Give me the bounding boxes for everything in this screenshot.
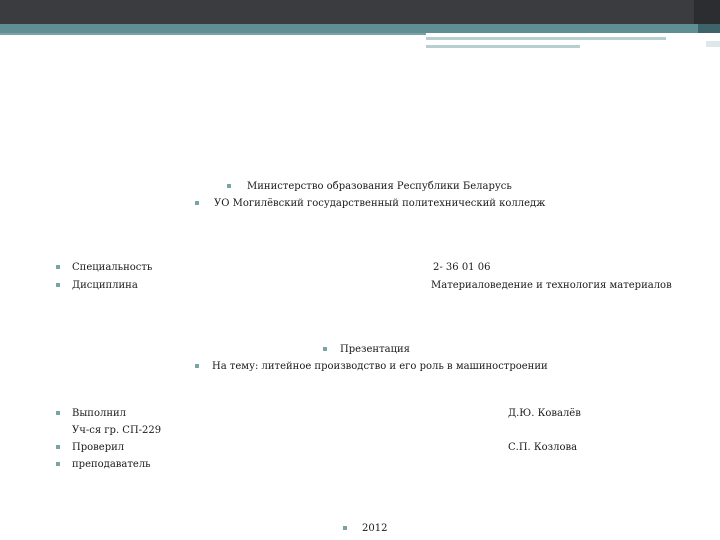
header-corner [694, 0, 720, 24]
presentation-word: Презентация [340, 344, 410, 355]
year-text: 2012 [362, 523, 388, 534]
accent-line [426, 45, 580, 48]
bullet-icon [323, 347, 327, 351]
bullet-icon [56, 462, 60, 466]
bullet-icon [343, 526, 347, 530]
bullet-icon [56, 445, 60, 449]
accent-line [0, 33, 426, 35]
topic-text: На тему: литейное производство и его роль в машиностроении [212, 361, 548, 372]
discipline-value: Материаловедение и технология материалов [431, 280, 672, 291]
college-text: УО Могилёвский государственный политехнический колледж [214, 198, 546, 209]
specialty-label: Специальность [72, 262, 153, 273]
ministry-text: Министерство образования Республики Беларусь [247, 181, 512, 192]
specialty-value: 2- 36 01 06 [433, 262, 491, 273]
bullet-icon [56, 283, 60, 287]
discipline-label: Дисциплина [72, 280, 138, 291]
performed-label: Выполнил [72, 408, 127, 419]
accent-band [0, 24, 720, 33]
accent-line [706, 41, 720, 47]
accent-line [426, 37, 666, 40]
bullet-icon [56, 411, 60, 415]
bullet-icon [227, 184, 231, 188]
header-band [0, 0, 720, 24]
bullet-icon [195, 364, 199, 368]
bullet-icon [56, 265, 60, 269]
checked-role: преподаватель [72, 459, 151, 470]
performed-name: Д.Ю. Ковалёв [508, 408, 581, 419]
accent-band-end [698, 24, 720, 33]
checked-name: С.П. Козлова [508, 442, 578, 453]
group-text: Уч-ся гр. СП-229 [72, 425, 162, 436]
checked-label: Проверил [72, 442, 125, 453]
bullet-icon [195, 201, 199, 205]
